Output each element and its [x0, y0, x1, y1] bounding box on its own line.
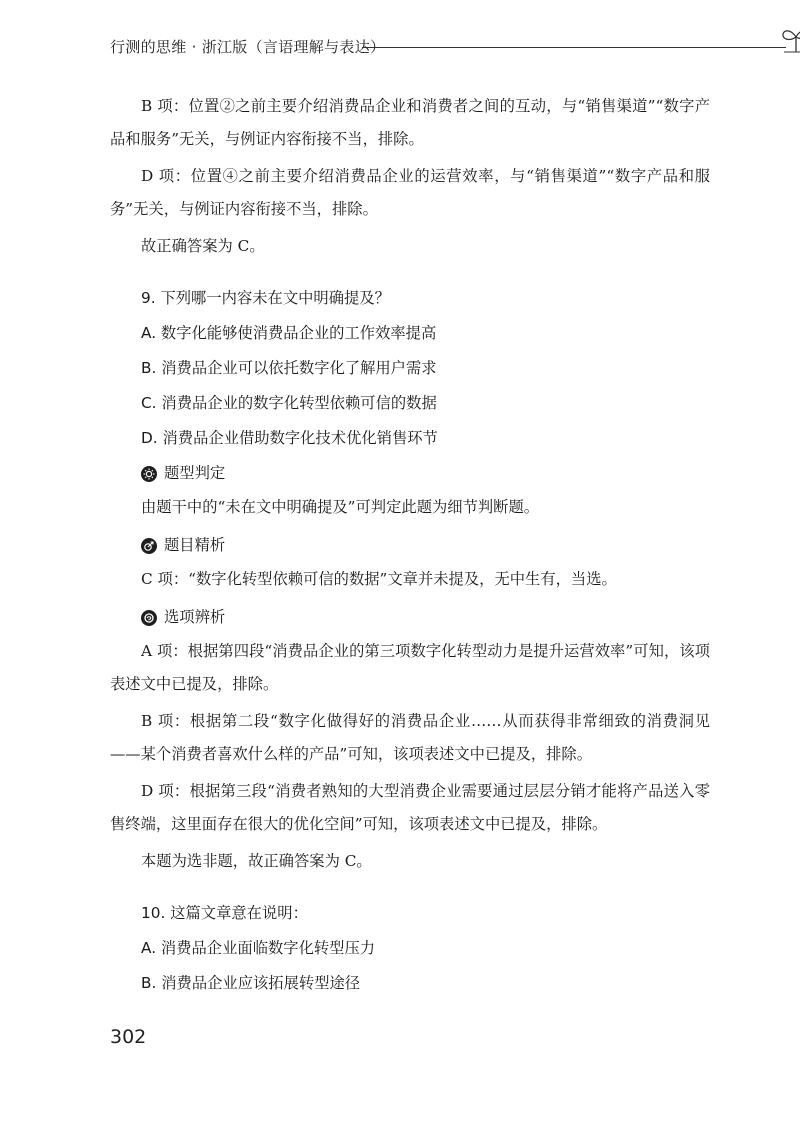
header-rule [362, 47, 786, 48]
q9-answer-line: 本题为选非题，故正确答案为 C。 [141, 852, 372, 870]
section-analysis [110, 528, 710, 563]
question-9-stem: 9. 下列哪一内容未在文中明确提及？ [141, 289, 390, 307]
answer-line: 故正确答案为 C。 [141, 237, 265, 255]
header-title: 行测的思维 · 浙江版（言语理解与表达） [110, 38, 386, 56]
q9-option-b: B. 消费品企业可以依托数字化了解用户需求 [141, 359, 437, 377]
option-b-analysis: B 项：根据第二段“数字化做得好的消费品企业……从而获得非常细致的消费洞见——某个消费者喜欢什么样的产品”可知，该项表述文中已提及，排除。 [110, 712, 710, 763]
option-d-analysis: D 项：根据第三段“消费者熟知的大型消费企业需要通过层层分销才能将产品送入零售终端，这里面存在很大的优化空间”可知，该项表述文中已提及，排除。 [110, 782, 710, 833]
sun-icon [141, 466, 157, 482]
analysis-text: C 项：“数字化转型依赖可信的数据”文章并未提及，无中生有，当选。 [141, 570, 617, 588]
option-d-explanation: D 项：位置④之前主要介绍消费品企业的运营效率，与“销售渠道”“数字产品和服务”无关，与例证内容衔接不当，排除。 [110, 167, 710, 218]
question-10-stem: 10. 这篇文章意在说明： [141, 904, 308, 922]
section-option-analysis [110, 600, 710, 635]
type-judgment-text: 由题干中的“未在文中明确提及”可判定此题为细节判断题。 [141, 498, 540, 516]
section-type-judgment [110, 456, 710, 491]
q9-option-d: D. 消费品企业借助数字化技术优化销售环节 [141, 429, 438, 447]
q10-option-b: B. 消费品企业应该拓展转型途径 [141, 974, 361, 992]
q10-option-a: A. 消费品企业面临数字化转型压力 [141, 939, 376, 957]
section-heading: 题目精析 [164, 536, 226, 554]
sprout-icon [778, 24, 800, 54]
section-heading: 选项辨析 [164, 608, 226, 626]
running-header [110, 34, 710, 60]
target-arrow-icon [141, 538, 157, 554]
q9-option-a: A. 数字化能够使消费品企业的工作效率提高 [141, 324, 437, 342]
q9-option-c: C. 消费品企业的数字化转型依赖可信的数据 [141, 394, 437, 412]
option-b-explanation: B 项：位置②之前主要介绍消费品企业和消费者之间的互动，与“销售渠道”“数字产品和服务”无关，与例证内容衔接不当，排除。 [110, 97, 710, 148]
option-a-analysis: A 项：根据第四段“消费品企业的第三项数字化转型动力是提升运营效率”可知，该项表述文中已提及，排除。 [110, 642, 710, 693]
section-heading: 题型判定 [164, 464, 226, 482]
page-number: 302 [110, 1026, 147, 1048]
ring-icon [141, 610, 157, 626]
page-content [110, 90, 710, 1001]
